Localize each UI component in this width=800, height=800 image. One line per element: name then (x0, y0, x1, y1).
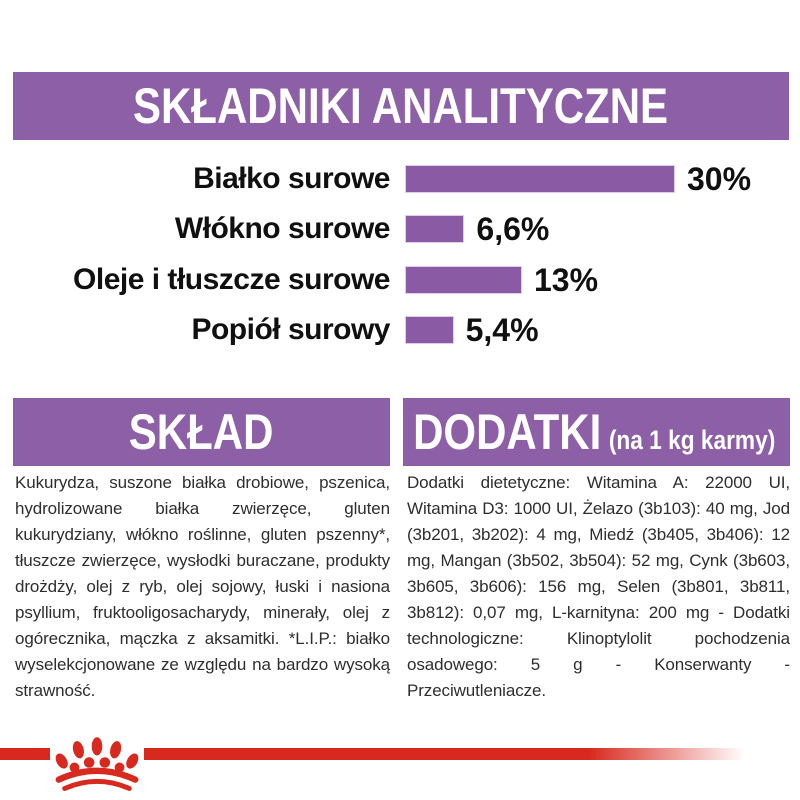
sklad-banner (13, 398, 390, 466)
dodatki-title-line (403, 404, 776, 460)
bar-ash (405, 316, 454, 344)
sklad-title: SKŁAD (129, 404, 274, 460)
brand-line-right-segment (144, 748, 745, 760)
chart-row-ash (0, 305, 539, 355)
chart-row-fats (0, 255, 598, 305)
bar-protein (405, 165, 675, 193)
bar-value-fiber: 6,6% (476, 210, 550, 247)
dodatki-title: DODATKI (413, 404, 602, 460)
chart-row-protein (0, 154, 751, 204)
bar-label-fats: Oleje i tłuszcze surowe (73, 263, 390, 296)
bar-fats (405, 266, 522, 294)
analytics-title: SKŁADNIKI ANALITYCZNE (133, 78, 669, 134)
sklad-body: Kukurydza, suszone białka drobiowe, pszenica, hydrolizowane białka zwierzęce, gluten kukurydziany, włókno roślinne, gluten pszenny*, tłuszcze zwierzęce, wysłodki buraczane, produkty drożdży, olej z ryb, olej sojowy, łuski i nasiona psyllium, fruktooligosacharydy, minerały, olej z ogórecznika, mączka z aksamitki. *L.I.P.: białko wyselekcjonowane ze względu na bardzo wysoką strawność. (15, 473, 390, 700)
dodatki-body: Dodatki dietetyczne: Witamina A: 22000 UI, Witamina D3: 1000 UI, Żelazo (3b103): 40 mg, Jod (3b201, 3b202): 4 mg, Miedź (3b405, 3b406): 12 mg, Mangan (3b502, 3b504): 52 mg, Cynk (3b603, 3b605, 3b606): 156 mg, Selen (3b801, 3b811, 3b812): 0,07 mg, L-karnityna: 200 mg - Dodatki technologiczne: Klinoptylolit pochodzenia osadowego: 5 g - Konserwanty - Przeciwutleniacze. (407, 473, 790, 700)
bar-label-fiber: Włókno surowe (174, 212, 390, 245)
dodatki-title-suffix: (na 1 kg karmy) (608, 425, 776, 455)
dodatki-banner (403, 398, 790, 466)
bar-value-fats: 13% (534, 261, 599, 298)
bar-label-protein: Białko surowe (193, 162, 390, 195)
bar-label-ash: Popiół surowy (191, 313, 390, 346)
bar-value-ash: 5,4% (465, 311, 539, 348)
analytics-banner (13, 72, 789, 140)
bar-value-protein: 30% (687, 160, 752, 197)
bar-fiber (405, 215, 464, 243)
royal-canin-crown-icon (48, 735, 146, 791)
chart-row-fiber (0, 204, 549, 254)
brand-line-left-segment (0, 748, 50, 760)
